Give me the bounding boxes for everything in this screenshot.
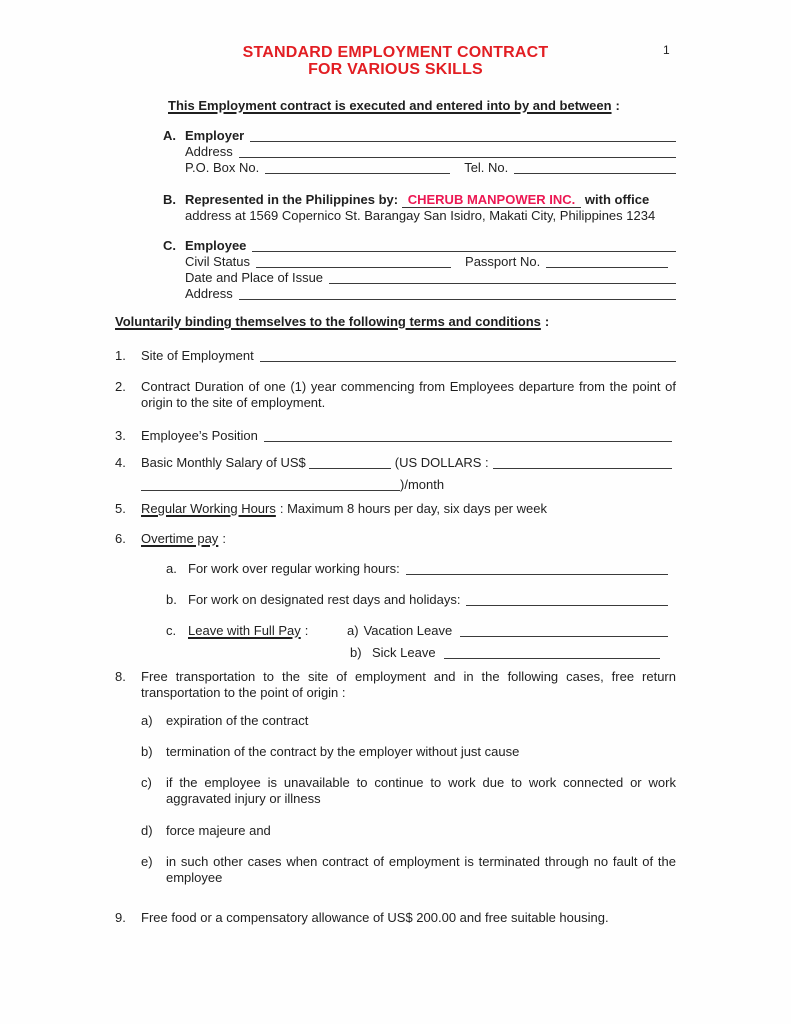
clause-4-body: [141, 455, 676, 493]
party-a-employer-section: [163, 128, 676, 176]
pobox-tel-row: [163, 160, 676, 176]
site-of-employment-blank-line: [260, 348, 676, 362]
clause-8b-letter: b): [141, 744, 153, 759]
vacation-leave-letter: a): [347, 623, 359, 638]
regular-working-hours-label: Regular Working Hours: [141, 501, 276, 516]
indent-spacer: [163, 254, 185, 270]
tel-blank-line: [514, 160, 676, 174]
clause-3-number: 3.: [115, 428, 126, 443]
party-b-agency-section: [163, 192, 676, 224]
employee-address-row: [163, 286, 676, 302]
clause-8e-letter: e): [141, 854, 153, 869]
salary-amount-blank-line: [309, 455, 391, 469]
employer-label: Employer: [185, 128, 245, 143]
employee-row: [163, 238, 676, 254]
clause-5-number: 5.: [115, 501, 126, 516]
rest-days-holidays-label: For work on designated rest days and holidays:: [188, 592, 461, 607]
terms-heading-text: Voluntarily binding themselves to the following terms and conditions: [115, 314, 541, 329]
clause-9-number: 9.: [115, 910, 126, 925]
vacation-leave-blank-line: [460, 623, 668, 637]
overtime-pay-colon: :: [222, 531, 226, 546]
clause-8c-text: if the employee is unavailable to continue to work due to work connected or work aggravated injury or illness: [166, 775, 676, 806]
indent-spacer: [163, 270, 185, 286]
salary-words-blank-line-1: [493, 455, 672, 469]
date-place-issue-blank-line: [329, 270, 676, 284]
page-number: 1: [663, 43, 670, 57]
clause-2-number: 2.: [115, 379, 126, 394]
employee-blank-line: [252, 238, 676, 252]
leave-with-full-pay-label: Leave with Full Pay: [188, 623, 301, 638]
terms-heading: [115, 314, 676, 330]
per-month-label: )/month: [400, 477, 445, 492]
clause-6-body: [141, 531, 676, 547]
leave-with-full-pay-colon: :: [304, 623, 309, 638]
employee-label: Employee: [185, 238, 247, 253]
employer-address-label: Address: [185, 144, 233, 159]
clause-9-text: Free food or a compensatory allowance of US$ 200.00 and free suitable housing.: [141, 910, 609, 925]
salary-row-1: [141, 455, 676, 471]
agency-prefix-text: Represented in the Philippines by:: [185, 192, 399, 207]
date-place-issue-row: [163, 270, 676, 286]
title-line-1: STANDARD EMPLOYMENT CONTRACT: [242, 44, 549, 61]
over-regular-hours-label: For work over regular working hours:: [188, 561, 400, 576]
title-line-2: FOR VARIOUS SKILLS: [308, 61, 483, 78]
civil-status-label: Civil Status: [185, 254, 251, 269]
clause-6a-over-regular-hours: [166, 561, 676, 577]
terms-heading-colon: :: [544, 314, 550, 329]
civil-status-blank-line: [256, 254, 451, 268]
clause-2-contract-duration: [115, 379, 676, 411]
clause-4-number: 4.: [115, 455, 126, 470]
intro-heading: [168, 98, 676, 114]
clause-6c-letter: c.: [166, 623, 177, 638]
vacation-leave-row: [347, 623, 676, 639]
clause-8d-text: force majeure and: [166, 823, 271, 838]
sick-leave-label: Sick Leave: [372, 645, 436, 660]
pobox-label: P.O. Box No.: [185, 160, 260, 175]
clause-8-number: 8.: [115, 669, 126, 684]
intro-heading-text: This Employment contract is executed and entered into by and between: [168, 98, 612, 113]
employee-position-label: Employee’s Position: [141, 428, 258, 443]
clause-8d-letter: d): [141, 823, 153, 838]
clause-8b-termination: [141, 744, 676, 760]
employer-address-row: [163, 144, 676, 160]
civil-status-row: [163, 254, 676, 270]
indent-spacer: [163, 160, 185, 176]
clause-6a-body: [188, 561, 676, 577]
pobox-blank-line: [265, 160, 450, 174]
leave-with-full-pay-box: [188, 623, 347, 639]
party-a-letter: A.: [163, 128, 176, 143]
clause-6-number: 6.: [115, 531, 126, 546]
party-c-employee-section: [163, 238, 676, 302]
indent-spacer: [163, 286, 185, 302]
rest-days-holidays-blank-line: [466, 592, 668, 606]
employee-position-blank-line: [264, 428, 672, 442]
clause-5-body: [141, 501, 676, 517]
date-place-issue-label: Date and Place of Issue: [185, 270, 324, 285]
clause-8c-work-injury: [141, 775, 676, 807]
clause-8a-expiration: [141, 713, 676, 729]
employer-address-blank-line: [239, 144, 676, 158]
clause-1-site-of-employment: [115, 348, 676, 364]
sick-leave-row: [350, 645, 676, 661]
clause-6b-rest-days-holidays: [166, 592, 676, 608]
clause-6c-leave-with-full-pay: [166, 623, 676, 639]
clause-8d-force-majeure: [141, 823, 676, 839]
employer-blank-line: [250, 128, 676, 142]
agency-name: CHERUB MANPOWER INC.: [402, 192, 582, 208]
agency-address-text: address at 1569 Copernico St. Barangay San Isidro, Makati City, Philippines 1234: [185, 208, 656, 223]
salary-label: Basic Monthly Salary of US$: [141, 455, 306, 470]
clause-5-regular-working-hours: [115, 501, 676, 517]
employee-address-blank-line: [239, 286, 676, 300]
clause-3-employee-position: [115, 428, 676, 444]
agency-paragraph: [185, 192, 676, 224]
employee-address-label: Address: [185, 286, 233, 301]
clause-9-free-food-housing: [115, 910, 676, 926]
employer-row: [163, 128, 676, 144]
clause-8a-text: expiration of the contract: [166, 713, 309, 728]
salary-words-blank-line-2: [141, 477, 400, 491]
sick-leave-letter: b): [350, 645, 362, 660]
intro-heading-colon: :: [615, 98, 620, 113]
clause-4-basic-monthly-salary: [115, 455, 676, 493]
passport-blank-line: [546, 254, 668, 268]
indent-spacer: [163, 144, 185, 160]
us-dollars-label: (US DOLLARS :: [394, 455, 489, 470]
clause-8c-letter: c): [141, 775, 152, 790]
vacation-leave-label: Vacation Leave: [363, 623, 453, 638]
sick-leave-blank-line: [444, 645, 660, 659]
over-regular-hours-blank-line: [406, 561, 668, 575]
clause-6a-letter: a.: [166, 561, 177, 576]
clause-8-text: Free transportation to the site of employment and in the following cases, free return transportation to the point of origin :: [141, 669, 676, 700]
clause-2-text: Contract Duration of one (1) year commencing from Employees departure from the point of origin to the site of employment.: [141, 379, 676, 410]
agency-row: [163, 192, 676, 224]
clause-8-free-transportation: [115, 669, 676, 701]
party-c-letter: C.: [163, 238, 176, 253]
overtime-pay-label: Overtime pay: [141, 531, 219, 546]
regular-working-hours-text: : Maximum 8 hours per day, six days per week: [279, 501, 547, 516]
site-of-employment-label: Site of Employment: [141, 348, 254, 363]
clause-6b-letter: b.: [166, 592, 177, 607]
clause-1-body: [141, 348, 676, 364]
party-b-letter: B.: [163, 192, 176, 207]
clause-8e-no-fault-termination: [141, 854, 676, 886]
clause-6b-body: [188, 592, 676, 608]
agency-suffix-text: with office: [584, 192, 650, 207]
clause-8e-text: in such other cases when contract of employment is terminated through no fault of the employee: [166, 854, 676, 885]
tel-label: Tel. No.: [464, 160, 509, 175]
clause-3-body: [141, 428, 676, 444]
passport-label: Passport No.: [465, 254, 541, 269]
clause-1-number: 1.: [115, 348, 126, 363]
clause-8b-text: termination of the contract by the employer without just cause: [166, 744, 520, 759]
clause-6-overtime-pay: [115, 531, 676, 547]
clause-8a-letter: a): [141, 713, 153, 728]
salary-row-2: [141, 477, 676, 493]
document-title: [115, 44, 676, 78]
